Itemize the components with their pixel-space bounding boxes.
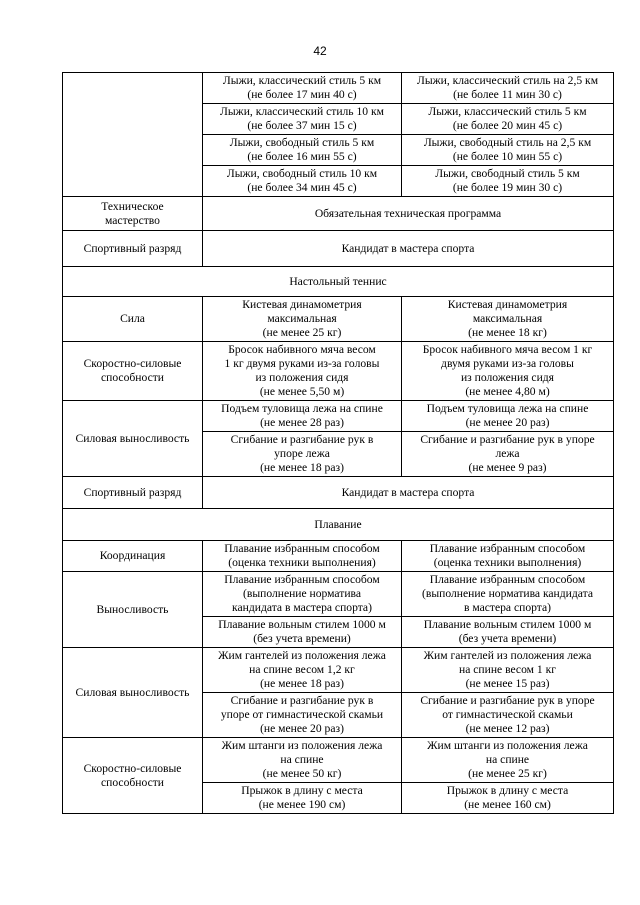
norm-cell-male: Кистевая динамометрия максимальная (не менее 25 кг) — [203, 297, 402, 342]
norm-cell-female: Лыжи, свободный стиль на 2,5 км (не более 10 мин 55 с) — [402, 135, 614, 166]
category-speed-strength: Скоростно-силовые способности — [63, 738, 203, 814]
norm-cell-rank: Кандидат в мастера спорта — [203, 477, 614, 509]
norm-cell-male: Плавание вольным стилем 1000 м (без учета времени) — [203, 617, 402, 648]
table-row — [63, 231, 614, 267]
norm-cell-male: Лыжи, свободный стиль 10 км (не более 34 мин 45 с) — [203, 166, 402, 197]
norm-cell-male: Жим штанги из положения лежа на спине (не менее 50 кг) — [203, 738, 402, 783]
norm-cell-female: Жим штанги из положения лежа на спине (не менее 25 кг) — [402, 738, 614, 783]
category-strength-endurance: Силовая выносливость — [63, 648, 203, 738]
norm-cell-female: Прыжок в длину с места (не менее 160 см) — [402, 783, 614, 814]
category-technical: Техническое мастерство — [63, 197, 203, 231]
norm-cell-technical: Обязательная техническая программа — [203, 197, 614, 231]
section-title-table-tennis: Настольный теннис — [63, 267, 614, 297]
norm-cell-male: Плавание избранным способом (оценка техники выполнения) — [203, 541, 402, 572]
category-coordination: Координация — [63, 541, 203, 572]
norm-cell-male: Сгибание и разгибание рук в упоре от гимнастической скамьи (не менее 20 раз) — [203, 693, 402, 738]
section-title-swimming: Плавание — [63, 509, 614, 541]
norm-cell-male: Бросок набивного мяча весом 1 кг двумя руками из-за головы из положения сидя (не менее 5,50 м) — [203, 342, 402, 401]
table-row — [63, 572, 614, 617]
table-row — [63, 197, 614, 231]
norm-cell-male: Подъем туловища лежа на спине (не менее 28 раз) — [203, 401, 402, 432]
norm-cell-female: Лыжи, классический стиль на 2,5 км (не более 11 мин 30 с) — [402, 73, 614, 104]
norm-cell-male: Лыжи, свободный стиль 5 км (не более 16 мин 55 с) — [203, 135, 402, 166]
table-row — [63, 648, 614, 693]
norm-cell-male: Жим гантелей из положения лежа на спине весом 1,2 кг (не менее 18 раз) — [203, 648, 402, 693]
table-row — [63, 342, 614, 401]
page-number: 42 — [313, 44, 327, 58]
category-strength: Сила — [63, 297, 203, 342]
category-rank: Спортивный разряд — [63, 231, 203, 267]
norm-cell-male: Прыжок в длину с места (не менее 190 см) — [203, 783, 402, 814]
norm-cell-female: Лыжи, классический стиль 5 км (не более 20 мин 45 с) — [402, 104, 614, 135]
norm-cell-female: Лыжи, свободный стиль 5 км (не более 19 мин 30 с) — [402, 166, 614, 197]
category-rank: Спортивный разряд — [63, 477, 203, 509]
norm-cell-male: Лыжи, классический стиль 10 км (не более 37 мин 15 с) — [203, 104, 402, 135]
table-row — [63, 297, 614, 342]
norms-table — [62, 72, 614, 814]
category-strength-endurance: Силовая выносливость — [63, 401, 203, 477]
table-row — [63, 477, 614, 509]
norm-cell-female: Плавание избранным способом (оценка техники выполнения) — [402, 541, 614, 572]
norm-cell-female: Сгибание и разгибание рук в упоре лежа (не менее 9 раз) — [402, 432, 614, 477]
norm-cell-rank: Кандидат в мастера спорта — [203, 231, 614, 267]
norm-cell-male: Плавание избранным способом (выполнение норматива кандидата в мастера спорта) — [203, 572, 402, 617]
section-row — [63, 267, 614, 297]
empty-category-cell — [63, 73, 203, 197]
category-speed-strength: Скоростно-силовые способности — [63, 342, 203, 401]
norm-cell-female: Кистевая динамометрия максимальная (не менее 18 кг) — [402, 297, 614, 342]
norm-cell-female: Плавание избранным способом (выполнение норматива кандидата в мастера спорта) — [402, 572, 614, 617]
table-row — [63, 401, 614, 432]
norm-cell-female: Бросок набивного мяча весом 1 кг двумя руками из-за головы из положения сидя (не менее 4,80 м) — [402, 342, 614, 401]
table-row — [63, 541, 614, 572]
norm-cell-male: Лыжи, классический стиль 5 км (не более 17 мин 40 с) — [203, 73, 402, 104]
section-row — [63, 509, 614, 541]
category-stamina: Выносливость — [63, 572, 203, 648]
norm-cell-female: Плавание вольным стилем 1000 м (без учета времени) — [402, 617, 614, 648]
norm-cell-female: Подъем туловища лежа на спине (не менее 20 раз) — [402, 401, 614, 432]
norm-cell-male: Сгибание и разгибание рук в упоре лежа (не менее 18 раз) — [203, 432, 402, 477]
table-row — [63, 738, 614, 783]
norm-cell-female: Сгибание и разгибание рук в упоре от гимнастической скамьи (не менее 12 раз) — [402, 693, 614, 738]
norm-cell-female: Жим гантелей из положения лежа на спине весом 1 кг (не менее 15 раз) — [402, 648, 614, 693]
table-row — [63, 73, 614, 104]
